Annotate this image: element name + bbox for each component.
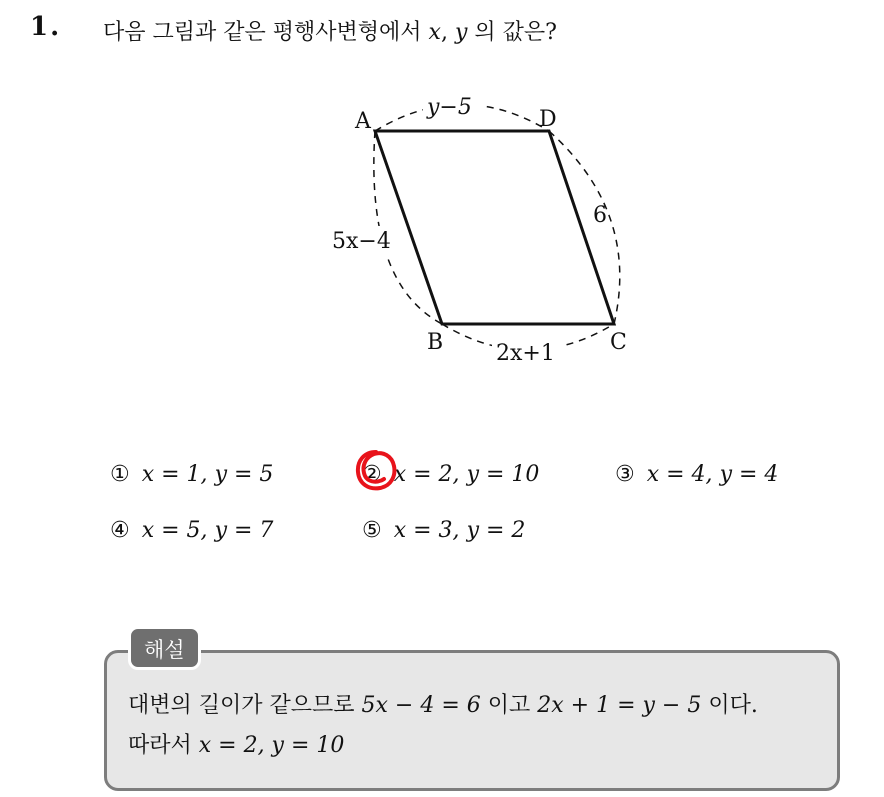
- choice-5-x: x = 3,: [393, 518, 460, 543]
- parallelogram-diagram: [320, 88, 650, 368]
- question-text-end: 의 값은?: [467, 20, 557, 45]
- solution-line-1: [128, 688, 758, 719]
- solution-equation-2: 2x + 1 = y − 5: [537, 693, 702, 718]
- side-label-right: 6: [593, 203, 607, 228]
- variable-x: x: [428, 20, 441, 45]
- parallelogram-shape: [375, 131, 614, 324]
- question-text-start: 다음 그림과 같은 평행사변형에서: [103, 20, 429, 45]
- choice-2-x: x = 2,: [393, 462, 460, 487]
- solution-answer: x = 2, y = 10: [198, 733, 345, 758]
- choice-3[interactable]: [615, 462, 778, 487]
- choice-5[interactable]: [362, 518, 525, 543]
- vertex-label-c: C: [610, 330, 627, 355]
- side-label-bottom: 2x+1: [496, 341, 555, 366]
- parallelogram-figure: [320, 88, 650, 368]
- choice-3-x: x = 4,: [646, 462, 713, 487]
- solution-box: [104, 650, 840, 791]
- question-comma: ,: [440, 20, 455, 45]
- choice-5-y: y = 2: [466, 518, 526, 543]
- question-number: 1.: [30, 12, 62, 42]
- solution-tag: 해설: [128, 626, 201, 670]
- choice-4[interactable]: [110, 518, 273, 543]
- choice-3-number: ③: [615, 462, 635, 487]
- choice-1-number: ①: [110, 462, 130, 487]
- solution-line1-text-c: 이다.: [701, 693, 758, 718]
- choice-1-x: x = 1,: [141, 462, 208, 487]
- solution-line1-text-b: 이고: [480, 693, 538, 718]
- side-label-top: y−5: [427, 95, 472, 120]
- side-label-left: 5x−4: [332, 229, 391, 254]
- choice-4-x: x = 5,: [141, 518, 208, 543]
- solution-line1-text-a: 대변의 길이가 같으므로: [128, 693, 362, 718]
- vertex-label-b: B: [427, 330, 444, 355]
- choice-2-number: ②: [362, 462, 382, 487]
- choice-4-y: y = 7: [214, 518, 274, 543]
- choice-4-number: ④: [110, 518, 130, 543]
- choice-2-y: y = 10: [466, 462, 540, 487]
- variable-y: y: [454, 20, 468, 45]
- choice-1[interactable]: [110, 462, 273, 487]
- red-circle-icon: [352, 446, 400, 494]
- choice-5-number: ⑤: [362, 518, 382, 543]
- solution-line-2: [128, 728, 344, 759]
- question-text: [103, 15, 557, 46]
- solution-equation-1: 5x − 4 = 6: [361, 693, 481, 718]
- choice-1-y: y = 5: [214, 462, 274, 487]
- vertex-label-d: D: [539, 107, 557, 132]
- choice-3-y: y = 4: [719, 462, 779, 487]
- answer-circle-mark: [352, 446, 400, 494]
- solution-line2-text-a: 따라서: [128, 733, 199, 758]
- vertex-label-a: A: [355, 109, 371, 134]
